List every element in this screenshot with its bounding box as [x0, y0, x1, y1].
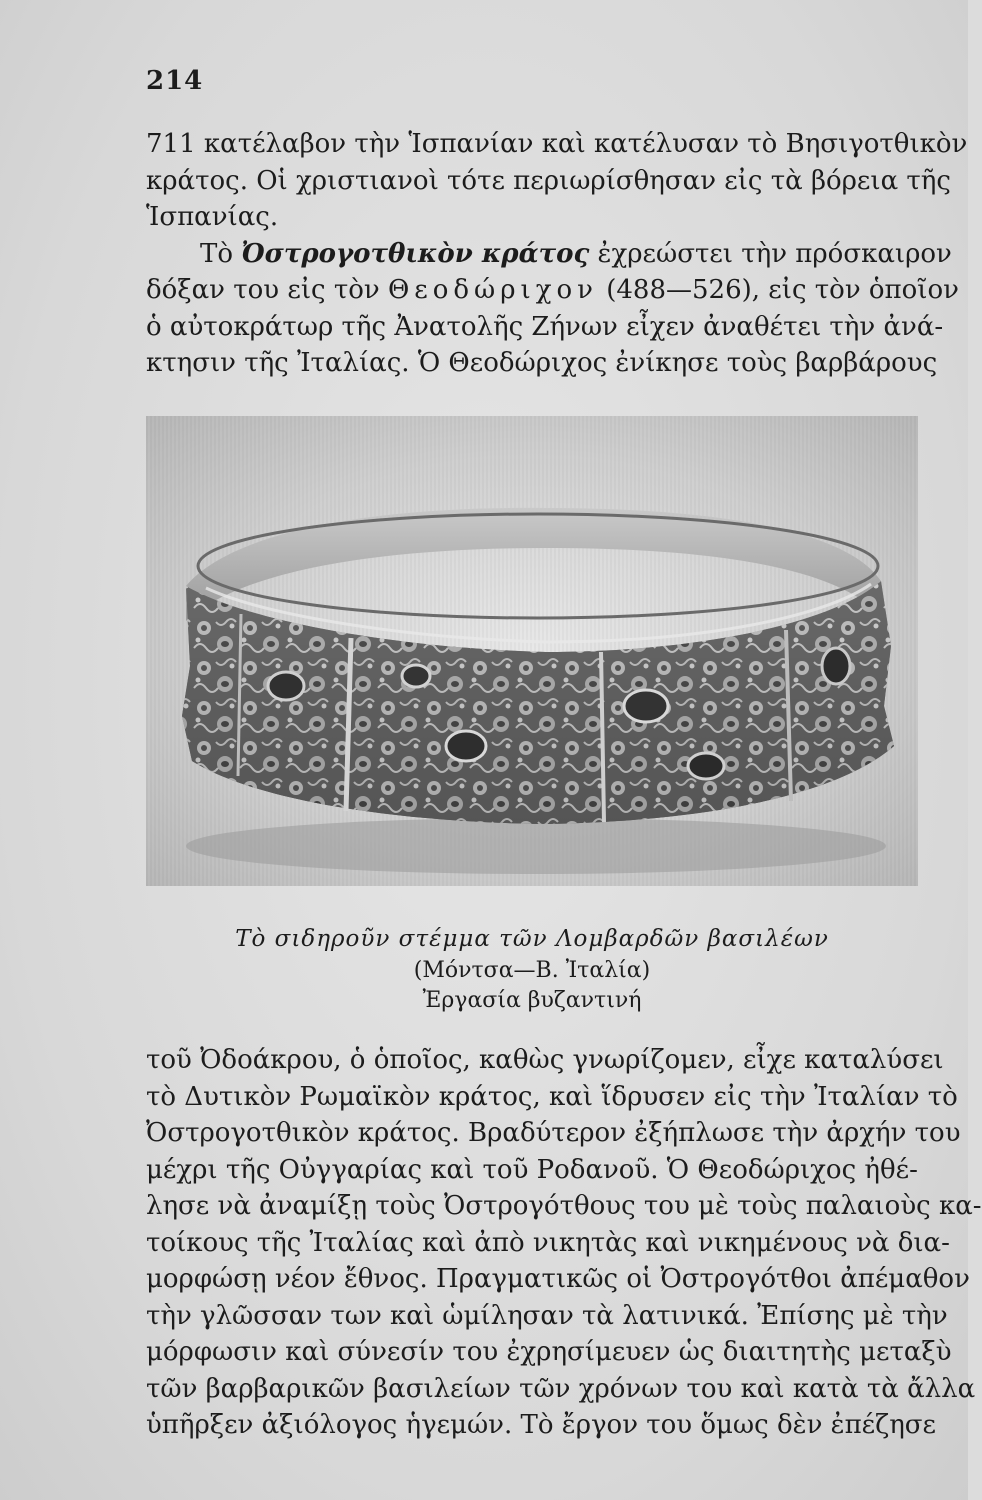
iron-crown-illustration	[146, 416, 918, 886]
figure-caption-title: Τὸ σιδηροῦν στέμμα τῶν Λομβαρδῶν βασιλέων	[235, 926, 829, 952]
text-fragment: Τὸ	[200, 238, 242, 269]
text-line: κτησιν τῆς Ἰταλίας. Ὁ Θεοδώριχος ἐνίκησε τοὺς βαρβάρους	[146, 348, 938, 378]
text-fragment: δόξαν του εἰς τὸν	[146, 275, 388, 305]
crown-gem	[446, 731, 486, 761]
bottom-paragraph	[146, 1042, 982, 1444]
emphasis-theodoric: Θεοδώριχον	[387, 275, 598, 305]
top-paragraph	[146, 126, 968, 382]
text-line	[146, 272, 959, 309]
crown-gem	[402, 665, 430, 687]
text-line: Ἱσπανίας.	[146, 202, 279, 232]
crown-gem	[624, 690, 668, 722]
iron-crown-photograph	[146, 416, 918, 886]
crown-gem	[268, 672, 304, 700]
text-line: τῶν βαρβαρικῶν βασιλείων τῶν χρόνων του καὶ κατὰ τὰ ἄλλα	[146, 1373, 976, 1404]
text-line: τὴν γλῶσσαν των καὶ ὡμίλησαν τὰ λατινικά. Ἐπίσης μὲ τὴν	[146, 1300, 948, 1331]
text-line: 711 κατέλαβον τὴν Ἱσπανίαν καὶ κατέλυσαν τὸ Βησιγοτθικὸν	[146, 129, 968, 159]
text-fragment: (488—526), εἰς τὸν ὁποῖον	[597, 275, 959, 305]
figure-caption-location: (Μόντσα—Β. Ἰταλία)	[413, 958, 651, 983]
text-line: τὸ Δυτικὸν Ρωμαϊκὸν κράτος, καὶ ἵδρυσεν εἰς τὴν Ἰταλίαν τὸ	[146, 1081, 958, 1112]
text-line: κράτος. Οἱ χριστιανοὶ τότε περιωρίσθησαν εἰς τὰ βόρεια τῆς	[146, 165, 951, 196]
text-line: ὑπῆρξεν ἀξιόλογος ἡγεμών. Τὸ ἔργον του ὅμως δὲν ἐπέζησε	[146, 1410, 937, 1440]
figure-caption-attribution: Ἐργασία βυζαντινή	[422, 988, 642, 1013]
text-line: μέχρι τῆς Οὐγγαρίας καὶ τοῦ Ροδανοῦ. Ὁ Θεοδώριχος ἠθέ-	[146, 1154, 918, 1185]
text-fragment: ἐχρεώστει τὴν πρόσκαιρον	[589, 238, 952, 269]
text-line: Ὀστρογοτθικὸν κράτος. Βραδύτερον ἐξήπλωσε τὴν ἀρχήν του	[146, 1118, 961, 1148]
emphasis-ostrogothic-kingdom: Ὀστρογοτθικὸν κράτος	[241, 238, 590, 269]
crown-gem	[688, 753, 724, 779]
text-line	[146, 236, 952, 273]
text-line: λησε νὰ ἀναμίξῃ τοὺς Ὀστρογότθους του μὲ τοὺς παλαιοὺς κα-	[146, 1191, 982, 1221]
text-line: ὁ αὐτοκράτωρ τῆς Ἀνατολῆς Ζήνων εἶχεν ἀναθέτει τὴν ἀνά-	[146, 311, 944, 342]
text-line: τοίκους τῆς Ἰταλίας καὶ ἀπὸ νικητὰς καὶ νικημένους νὰ δια-	[146, 1227, 950, 1258]
text-line: μόρφωσιν καὶ σύνεσίν του ἐχρησίμευεν ὡς διαιτητὴς μεταξὺ	[146, 1337, 952, 1367]
text-line: τοῦ Ὀδοάκρου, ὁ ὁποῖος, καθὼς γνωρίζομεν, εἶχε καταλύσει	[146, 1045, 944, 1075]
page-number: 214	[146, 66, 204, 96]
crown-shadow	[186, 818, 886, 874]
text-line: μορφώσῃ νέον ἔθνος. Πραγματικῶς οἱ Ὀστρογότθοι ἀπέμαθον	[146, 1264, 970, 1294]
crown-gem	[822, 648, 850, 684]
